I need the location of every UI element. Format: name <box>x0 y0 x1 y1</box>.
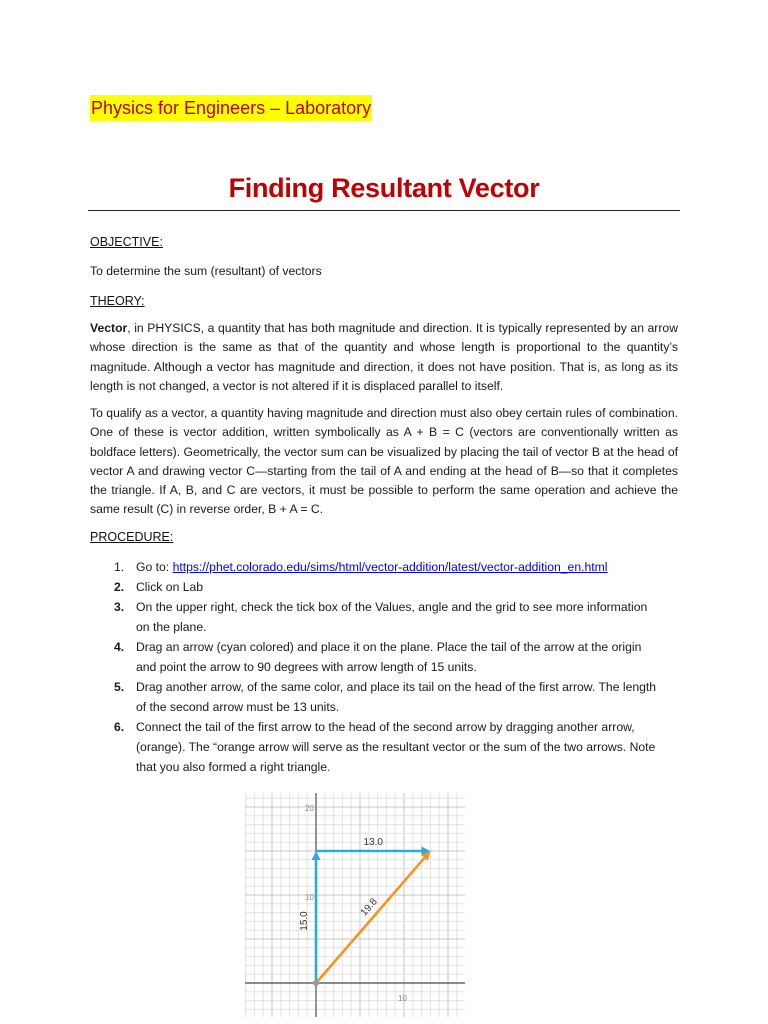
procedure-step <box>90 597 660 637</box>
y-tick-10-label: 10 <box>305 893 314 902</box>
theory-heading: THEORY: <box>90 294 145 308</box>
objective-text: To determine the sum (resultant) of vectors <box>90 264 322 278</box>
step-text: Drag another arrow, of the same color, and place its tail on the head of the first arrow. The length of the second arrow must be 13 units. <box>136 680 657 714</box>
lab-label: Lab <box>182 580 204 594</box>
step-number: 5. <box>114 680 125 694</box>
step-text: On the upper right, check the tick box of the Values, angle and the grid to see more information on the plane. <box>136 600 648 634</box>
theory-paragraph-1 <box>90 319 678 396</box>
vector-addition-figure <box>245 793 465 1017</box>
theory-paragraph-2: To qualify as a vector, a quantity having magnitude and direction must also obey certain rules of combination. One of these is vector addition, written symbolically as A + B = C (vectors are conventionally written as boldface letters). Geometrically, the vector sum can be visualized by placing the tail of vector B at the head of vector A and drawing vector C—starting from the tail of A and ending at the head of B—so that it completes the triangle. If A, B, and C are vectors, it must be possible to perform the same operation and achieve the same result (C) in reverse order, B + A = C. <box>90 406 678 517</box>
procedure-step <box>90 557 660 577</box>
page-title: Finding Resultant Vector <box>228 173 540 203</box>
procedure-heading: PROCEDURE: <box>90 530 174 544</box>
step-prefix: Click on <box>136 580 183 594</box>
title-divider <box>88 210 680 211</box>
procedure-step <box>90 717 660 777</box>
phet-link[interactable]: https://phet.colorado.edu/sims/html/vector-addition/latest/vector-addition_en.html <box>172 560 608 574</box>
objective-heading: OBJECTIVE: <box>90 235 163 249</box>
procedure-step <box>90 677 660 717</box>
step-number: 1. <box>114 560 125 574</box>
step-text: Connect the tail of the first arrow to the head of the second arrow by dragging another arrow,(orange). The “orange arrow will serve as the resultant vector or the sum of the two arrows. Note that you also formed a right triangle. <box>136 720 656 774</box>
step-number: 2. <box>114 580 125 594</box>
step-prefix: Go to: <box>136 560 173 574</box>
origin-dot <box>313 980 319 986</box>
vector-a-arrow-head <box>312 851 321 860</box>
vector-a-label: 15.0 <box>299 911 310 931</box>
step-number: 3. <box>114 600 125 614</box>
procedure-step <box>90 577 660 597</box>
procedure-steps <box>90 557 660 777</box>
step-number: 6. <box>114 720 125 734</box>
vector-term: Vector <box>90 321 128 335</box>
vector-b-label: 13.0 <box>363 837 383 848</box>
course-title-banner: Physics for Engineers – Laboratory <box>90 95 372 121</box>
step-number: 4. <box>114 640 125 654</box>
step-text: Drag an arrow (cyan colored) and place it on the plane. Place the tail of the arrow at the origin and point the arrow to 90 degrees with arrow length of 15 units. <box>136 640 642 674</box>
vector-plot <box>245 793 465 1017</box>
resultant-label: 19.8 <box>358 896 380 919</box>
procedure-step <box>90 637 660 677</box>
y-tick-20-label: 20 <box>305 804 314 813</box>
resultant-arrow-shaft <box>316 858 425 983</box>
theory-paragraph-1-text: , in PHYSICS, a quantity that has both magnitude and direction. It is typically represented by an arrow whose direction is the same as that of the quantity and whose length is proportional to the quantity’s magnitude. Although a vector has magnitude and direction, it does not have position. That is, as long as its length is not changed, a vector is not altered if it is displaced parallel to itself. <box>90 321 678 393</box>
x-tick-10-label: 10 <box>398 994 407 1003</box>
vector-a-arrow <box>312 851 321 983</box>
